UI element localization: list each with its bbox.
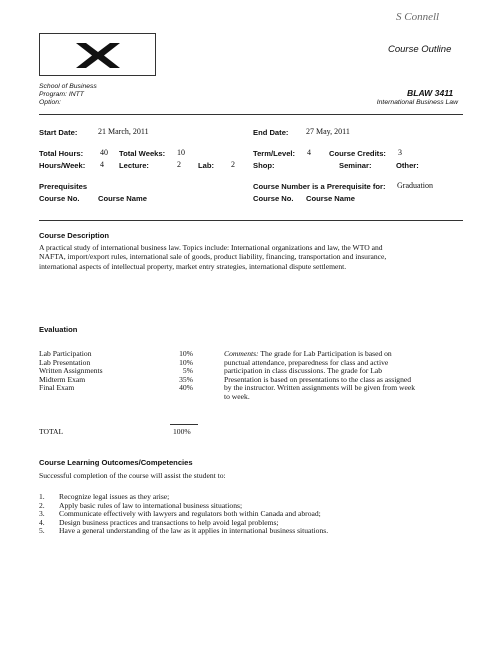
outcome-text: Design business practices and transactions to help avoid legal problems; [59,517,279,527]
description-line: international aspects of intellectual property, market entry strategies, international dispute settlement. [39,261,347,271]
logo-mark-icon [40,34,157,77]
document-title: Course Outline [388,44,452,55]
evaluation-item-weight: 40% [179,383,193,393]
comments-line: to week. [224,391,250,401]
prereq-course-no-header: Course No. [39,194,80,203]
description-line: A practical study of international business law. Topics include: International organizations and law, the WTO and [39,243,383,252]
evaluation-item-weight: 5% [182,366,193,376]
total-hours-label: Total Hours: [39,149,84,158]
outcome-text: Apply basic rules of law to international business situations; [59,500,243,510]
prereq-for-value: Graduation [397,181,433,190]
comments-line: Presentation is based on presentations to the class as assigned [224,374,412,384]
list-item: 4. Design business practices and transactions to help avoid legal problems; [39,517,279,527]
list-item: 2. Apply basic rules of law to international business situations; [39,500,243,510]
outcome-text: Have a general understanding of the law as it applies in international business situations. [59,526,329,536]
hours-week-value: 4 [100,160,104,169]
school-logo [39,33,156,76]
term-level-value: 4 [307,148,311,157]
evaluation-item-name: Lab Participation [39,349,92,358]
evaluation-row [39,384,199,393]
prereq-course-name-header: Course Name [98,194,147,203]
evaluation-comments [224,350,464,402]
evaluation-item-weight: 10% [179,357,193,367]
comments-line: by the instructor. Written assignments will be given from week [224,383,416,393]
evaluation-item-name: Midterm Exam [39,374,86,384]
prerequisites-heading: Prerequisites [39,182,88,191]
lab-value: 2 [231,160,235,169]
evaluation-item-name: Written Assignments [39,366,103,376]
evaluation-heading: Evaluation [39,325,78,334]
learning-outcomes-list [39,493,469,536]
course-credits-label: Course Credits: [329,149,386,158]
course-code: BLAW 3411 [407,88,454,98]
end-date-label: End Date: [253,128,289,137]
list-item: 3. Communicate effectively with lawyers and regulators both within Canada and abroad; [39,509,321,519]
option-line: Option: [39,99,61,106]
learning-outcomes-heading: Course Learning Outcomes/Competencies [39,458,193,467]
evaluation-item-weight: 35% [179,374,193,384]
prereq-for-heading: Course Number is a Prerequisite for: [253,182,386,191]
outcome-text: Communicate effectively with lawyers and regulators both within Canada and abroad; [59,509,321,519]
comments-line: The grade for Lab Participation is based on [260,349,392,358]
lab-label: Lab: [198,161,215,170]
total-weeks-label: Total Weeks: [119,149,166,158]
lecture-value: 2 [177,160,181,169]
term-level-label: Term/Level: [253,149,296,158]
evaluation-item-weight: 10% [179,349,193,358]
handwritten-signature: S Connell [396,11,440,23]
program-line: Program: INTT [39,91,84,98]
end-date-value: 27 May, 2011 [306,127,350,136]
seminar-label: Seminar: [339,161,372,170]
outcome-text: Recognize legal issues as they arise; [59,492,170,501]
course-description-heading: Course Description [39,231,110,240]
total-hours-value: 40 [100,148,108,157]
evaluation-table [39,350,199,393]
course-title: International Business Law [376,99,458,106]
comments-line: punctual attendance, preparedness for class and active [224,357,389,367]
shop-label: Shop: [253,161,275,170]
learning-outcomes-intro: Successful completion of the course will assist the student to: [39,471,226,480]
comments-line: participation in class discussions. The grade for Lab [224,366,383,376]
evaluation-item-name: Final Exam [39,383,75,393]
prereq-divider [39,220,463,221]
start-date-value: 21 March, 2011 [98,127,149,136]
school-name: School of Business [39,83,97,90]
comments-label: Comments: [224,349,259,358]
other-label: Other: [396,161,419,170]
list-item: 5. Have a general understanding of the law as it applies in international business situations. [39,526,329,536]
evaluation-total-value: 100% [173,427,191,436]
description-line: NAFTA, import/export rules, international sale of goods, product liability, financing, transportation and insurance, [39,252,387,262]
course-credits-value: 3 [398,148,402,157]
total-weeks-value: 10 [177,148,185,157]
hours-week-label: Hours/Week: [39,161,86,170]
prereq-for-course-no-header: Course No. [253,194,294,203]
evaluation-total-label: TOTAL [39,427,64,436]
evaluation-total-rule [170,424,198,425]
list-item: 1. Recognize legal issues as they arise; [39,492,170,501]
prereq-for-course-name-header: Course Name [306,194,355,203]
lecture-label: Lecture: [119,161,149,170]
header-divider [39,114,463,115]
evaluation-item-name: Lab Presentation [39,357,91,367]
course-description-text [39,243,469,271]
start-date-label: Start Date: [39,128,78,137]
